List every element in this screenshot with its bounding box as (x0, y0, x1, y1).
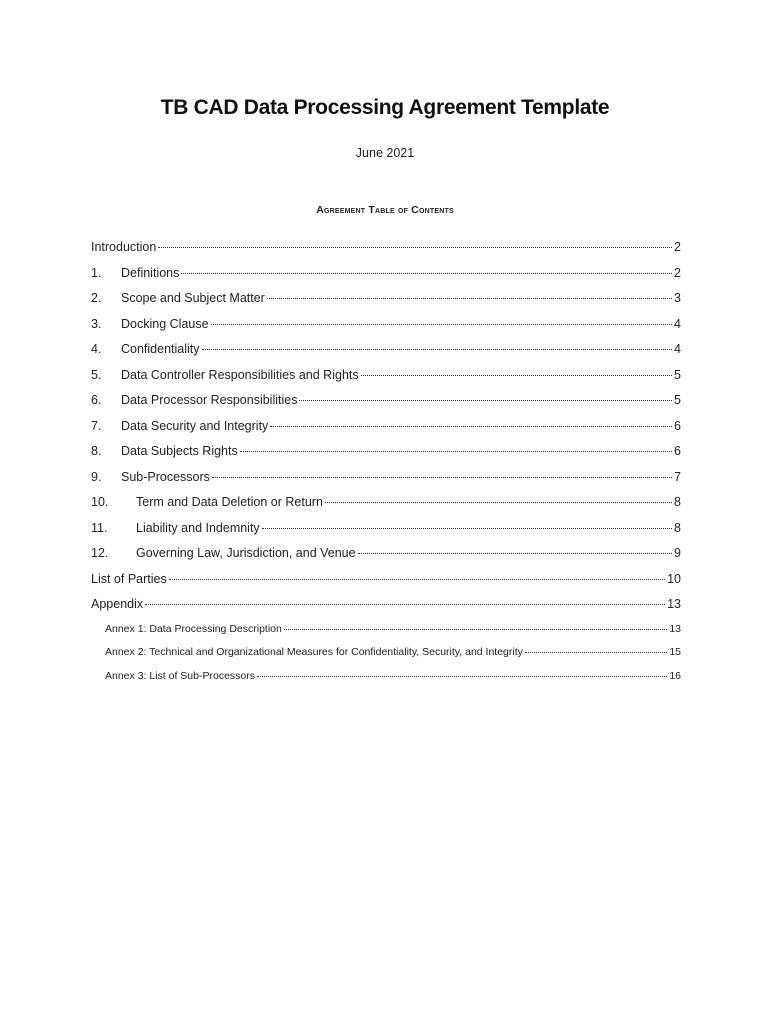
toc-entry-page: 10 (667, 571, 681, 586)
toc-entry-page: 6 (674, 418, 681, 433)
toc-leader-dots (267, 298, 672, 299)
toc-entry-page: 3 (674, 291, 681, 305)
toc-leader-dots (284, 629, 667, 630)
toc-leader-dots (325, 502, 672, 503)
toc-entry-number: 3. (91, 316, 102, 331)
toc-leader-dots (202, 349, 673, 350)
toc-entry-label: Term and Data Deletion or Return (136, 495, 323, 509)
toc-entry-page: 4 (674, 316, 681, 331)
toc-entry-page: 5 (674, 367, 681, 382)
toc-entry-page: 6 (674, 444, 681, 458)
toc-leader-dots (257, 676, 667, 677)
toc-entry-number: 4. (91, 342, 102, 356)
toc-entry-number: 10. (91, 495, 109, 509)
toc-leader-dots (525, 652, 667, 653)
toc-entry-page: 8 (674, 520, 681, 535)
toc-entry-term-deletion[interactable] (91, 495, 681, 521)
document-title: TB CAD Data Processing Agreement Template (160, 96, 610, 119)
toc-entry-data-subjects-rights[interactable] (91, 444, 681, 470)
toc-entry-controller-responsibilities[interactable] (91, 368, 681, 394)
toc-entry-label: Docking Clause (121, 316, 209, 331)
toc-leader-dots (270, 426, 672, 427)
toc-entry-number: 6. (91, 393, 102, 407)
toc-entry-page: 9 (674, 546, 681, 560)
toc-entry-number: 12. (91, 546, 109, 560)
toc-entry-list-of-parties[interactable] (91, 572, 681, 598)
toc-entry-page: 13 (667, 597, 681, 611)
toc-entry-number: 11. (91, 520, 108, 535)
toc-entry-definitions[interactable] (91, 266, 681, 292)
toc-entry-page: 7 (674, 469, 681, 484)
toc-entry-introduction[interactable] (91, 240, 681, 266)
toc-leader-dots (211, 324, 673, 325)
toc-heading: Agreement Table of Contents (316, 204, 454, 216)
toc-entry-annex-2[interactable] (91, 646, 681, 670)
toc-entry-page: 2 (674, 240, 681, 254)
toc-entry-label: Definitions (121, 265, 180, 280)
toc-entry-number: 7. (91, 418, 102, 433)
toc-entry-appendix[interactable] (91, 597, 681, 623)
toc-leader-dots (361, 375, 672, 376)
toc-entry-label: Liability and Indemnity (136, 520, 260, 535)
toc-entry-label: Data Controller Responsibilities and Rights (121, 367, 359, 382)
toc-entry-confidentiality[interactable] (91, 342, 681, 368)
toc-entry-page: 2 (674, 265, 681, 280)
toc-entry-number: 1. (91, 265, 102, 280)
toc-entry-docking-clause[interactable] (91, 317, 681, 343)
toc-entry-label: List of Parties (91, 571, 167, 586)
toc-leader-dots (181, 273, 672, 274)
toc-entry-page: 15 (669, 646, 681, 658)
toc-entry-label: Data Security and Integrity (121, 418, 269, 433)
toc-entry-page: 5 (674, 393, 681, 407)
toc-entry-label: Confidentiality (121, 342, 200, 356)
toc-entry-annex-3[interactable] (91, 670, 681, 694)
toc-entry-number: 9. (91, 469, 102, 484)
toc-entry-page: 4 (674, 342, 681, 356)
toc-leader-dots (212, 477, 672, 478)
toc-entry-page: 13 (669, 622, 681, 635)
toc-entry-scope[interactable] (91, 291, 681, 317)
toc-entry-sub-processors[interactable] (91, 470, 681, 496)
toc-entry-processor-responsibilities[interactable] (91, 393, 681, 419)
toc-leader-dots (262, 528, 672, 529)
toc-entry-number: 2. (91, 291, 102, 305)
toc-entry-label: Annex 3: List of Sub-Processors (105, 669, 255, 682)
toc-entry-data-security[interactable] (91, 419, 681, 445)
toc-entry-liability[interactable] (91, 521, 681, 547)
toc-entry-label: Data Subjects Rights (121, 444, 238, 458)
toc-entry-label: Appendix (91, 597, 144, 611)
toc-entry-number: 8. (91, 444, 102, 458)
toc-leader-dots (358, 553, 672, 554)
toc-entry-page: 8 (674, 495, 681, 509)
toc-entry-label: Introduction (91, 240, 157, 254)
toc-entry-label: Sub-Processors (121, 469, 210, 484)
toc-entry-label: Annex 1: Data Processing Description (105, 622, 282, 635)
toc-entry-label: Scope and Subject Matter (121, 291, 265, 305)
toc-leader-dots (169, 579, 665, 580)
toc-leader-dots (145, 604, 665, 605)
toc-entry-annex-1[interactable] (91, 623, 681, 647)
toc-entry-number: 5. (91, 367, 102, 382)
toc-leader-dots (240, 451, 672, 452)
toc-entry-governing-law[interactable] (91, 546, 681, 572)
toc-entry-label: Data Processor Responsibilities (121, 393, 298, 407)
toc-entry-label: Annex 2: Technical and Organizational Measures for Confidentiality, Security, and Integrity (105, 646, 523, 658)
toc-leader-dots (299, 400, 672, 401)
toc-entry-page: 16 (669, 669, 681, 682)
toc-entry-label: Governing Law, Jurisdiction, and Venue (136, 546, 356, 560)
document-date: June 2021 (355, 146, 415, 160)
toc-leader-dots (158, 247, 672, 248)
table-of-contents (91, 240, 681, 693)
